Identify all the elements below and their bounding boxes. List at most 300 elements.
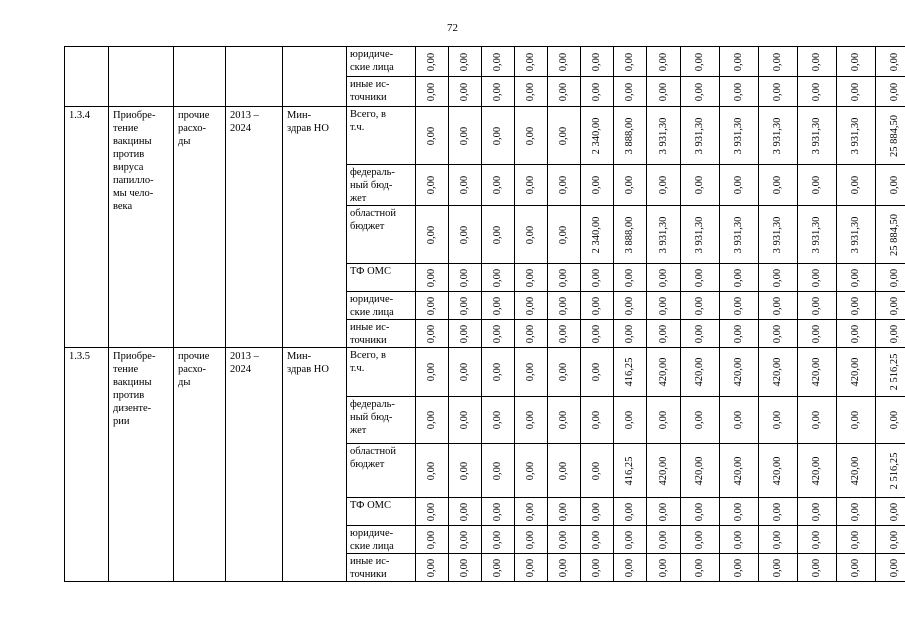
budget-table [64,46,905,582]
value-cell [798,397,837,444]
value-cell [548,348,581,397]
value-text: 0,00 [694,558,705,577]
value-text: 0,00 [492,530,503,549]
value-cell [720,107,759,165]
value-cell [548,47,581,77]
value-cell [614,320,647,348]
value-text: 0,00 [850,268,861,287]
value-cell [416,264,449,292]
value-text: 0,00 [694,530,705,549]
funding-source-cell: иные ис- точники [347,320,416,348]
value-cell [614,165,647,206]
value-text: 3 888,00 [624,216,635,253]
value-cell [876,77,905,107]
value-text: 2 516,25 [889,452,900,489]
value-cell [548,107,581,165]
value-cell [876,292,905,320]
value-cell [449,77,482,107]
value-cell [614,77,647,107]
value-text: 0,00 [558,410,569,430]
value-cell [581,107,614,165]
value-text: 0,00 [426,410,437,430]
value-text: 0,00 [558,225,569,244]
value-cell [837,292,876,320]
value-cell [515,47,548,77]
executor-cell: Мин- здрав НО [283,107,347,348]
value-text: 0,00 [624,52,635,71]
value-text: 0,00 [426,175,437,195]
value-cell [614,206,647,264]
value-text: 0,00 [733,410,744,430]
value-text: 3 931,30 [657,216,669,253]
value-text: 0,00 [889,530,900,549]
value-cell [876,397,905,444]
value-text: 0,00 [889,296,900,315]
value-cell [759,444,798,498]
value-text: 25 884,50 [889,114,900,157]
value-text: 0,00 [558,324,569,343]
value-text: 0,00 [459,558,470,577]
value-text: 0,00 [426,558,437,577]
value-cell [798,526,837,554]
value-text: 3 931,30 [772,216,783,253]
value-cell [798,498,837,526]
value-cell [581,206,614,264]
value-cell [759,526,798,554]
value-text: 0,00 [772,530,783,549]
value-cell [876,47,905,77]
value-text: 0,00 [525,324,536,343]
value-cell [515,77,548,107]
value-cell [720,165,759,206]
value-text: 0,00 [811,52,822,71]
value-cell [681,107,720,165]
value-text: 0,00 [889,175,900,195]
value-cell [581,348,614,397]
value-text: 416,25 [624,456,635,485]
value-text: 420,00 [694,456,705,485]
value-text: 0,00 [426,502,437,521]
value-text: 0,00 [657,268,669,287]
value-cell [449,554,482,582]
value-text: 0,00 [426,82,437,101]
value-text: 0,00 [624,410,635,430]
value-cell [482,264,515,292]
value-text: 0,00 [426,225,437,244]
value-text: 0,00 [525,362,536,382]
value-cell [548,165,581,206]
value-text: 0,00 [733,175,744,195]
value-cell [798,320,837,348]
value-text: 0,00 [525,410,536,430]
value-text: 0,00 [492,502,503,521]
value-text: 0,00 [459,296,470,315]
value-cell [449,206,482,264]
value-text: 0,00 [525,296,536,315]
value-cell [548,444,581,498]
value-text: 420,00 [733,357,744,387]
value-cell [581,397,614,444]
value-text: 0,00 [733,558,744,577]
value-cell [581,264,614,292]
value-cell [647,348,681,397]
value-cell [548,526,581,554]
value-text: 0,00 [772,324,783,343]
item-code-cell: 1.3.5 [65,348,109,582]
value-text: 0,00 [694,296,705,315]
value-cell [720,320,759,348]
value-text: 0,00 [850,52,861,71]
value-cell [720,348,759,397]
value-cell [647,206,681,264]
value-cell [720,264,759,292]
value-cell [876,206,905,264]
value-cell [876,320,905,348]
value-text: 0,00 [492,296,503,315]
value-text: 0,00 [772,558,783,577]
value-text: 0,00 [811,296,822,315]
value-text: 0,00 [459,268,470,287]
value-text: 0,00 [525,82,536,101]
value-text: 0,00 [591,175,602,195]
item-code-cell: 1.3.4 [65,107,109,348]
value-cell [681,498,720,526]
value-text: 3 931,30 [772,117,783,154]
value-text: 416,25 [624,357,635,387]
value-cell [416,498,449,526]
value-cell [515,498,548,526]
value-cell [681,444,720,498]
value-text: 0,00 [811,530,822,549]
period-cell: 2013 – 2024 [226,348,283,582]
value-text: 0,00 [426,126,437,145]
funding-source-cell: ТФ ОМС [347,264,416,292]
value-text: 0,00 [525,225,536,244]
value-cell [548,554,581,582]
table-row [65,107,905,165]
value-text: 0,00 [525,175,536,195]
funding-source-cell: областной бюджет [347,206,416,264]
value-text: 0,00 [850,324,861,343]
value-cell [837,264,876,292]
value-cell [759,320,798,348]
value-text: 0,00 [492,126,503,145]
value-text: 0,00 [811,82,822,101]
value-text: 0,00 [889,82,900,101]
value-cell [449,47,482,77]
value-cell [614,107,647,165]
value-cell [798,292,837,320]
value-text: 0,00 [591,362,602,382]
item-name-cell: Приобре- тение вакцины против дизенте- рии [109,348,174,582]
value-text: 0,00 [694,410,705,430]
value-text: 0,00 [772,268,783,287]
value-cell [647,554,681,582]
value-cell [581,526,614,554]
value-cell [681,47,720,77]
value-cell [681,397,720,444]
value-text: 0,00 [558,52,569,71]
value-cell [416,320,449,348]
value-cell [416,77,449,107]
value-text: 0,00 [459,530,470,549]
value-text: 0,00 [850,558,861,577]
item-name-cell: Приобре- тение вакцины против вируса папилло- мы чело- века [109,107,174,348]
value-text: 420,00 [733,456,744,485]
value-cell [548,292,581,320]
value-cell [614,292,647,320]
value-text: 0,00 [772,175,783,195]
value-text: 3 931,30 [694,117,705,154]
value-text: 0,00 [591,410,602,430]
value-text: 0,00 [811,410,822,430]
value-cell [449,498,482,526]
value-cell [449,526,482,554]
executor-cell: Мин- здрав НО [283,348,347,582]
value-text: 420,00 [694,357,705,387]
value-text: 0,00 [558,268,569,287]
value-cell [614,47,647,77]
value-cell [416,554,449,582]
value-text: 0,00 [624,324,635,343]
value-text: 0,00 [459,225,470,244]
period-cell [226,47,283,107]
value-cell [515,165,548,206]
value-text: 0,00 [657,530,669,549]
value-text: 0,00 [889,502,900,521]
value-cell [647,444,681,498]
value-text: 0,00 [624,175,635,195]
value-cell [515,292,548,320]
value-cell [681,320,720,348]
value-cell [449,292,482,320]
value-cell [416,526,449,554]
value-cell [720,554,759,582]
value-cell [416,165,449,206]
value-cell [681,348,720,397]
value-cell [482,444,515,498]
value-cell [837,320,876,348]
value-text: 0,00 [591,502,602,521]
value-text: 0,00 [733,502,744,521]
value-text: 0,00 [694,268,705,287]
value-text: 0,00 [492,558,503,577]
value-text: 0,00 [811,502,822,521]
value-cell [759,165,798,206]
value-cell [647,320,681,348]
value-cell [614,348,647,397]
item-code-cell [65,47,109,107]
value-text: 0,00 [558,530,569,549]
value-text: 3 931,30 [657,117,669,154]
value-text: 0,00 [459,502,470,521]
value-cell [876,165,905,206]
value-cell [482,498,515,526]
value-cell [798,107,837,165]
value-text: 0,00 [811,268,822,287]
value-text: 0,00 [426,52,437,71]
value-text: 0,00 [850,175,861,195]
value-cell [759,397,798,444]
value-cell [416,206,449,264]
value-text: 0,00 [525,52,536,71]
value-text: 0,00 [811,324,822,343]
value-cell [876,107,905,165]
value-cell [681,554,720,582]
value-cell [647,264,681,292]
value-cell [720,498,759,526]
value-text: 0,00 [624,558,635,577]
value-text: 3 931,30 [733,216,744,253]
value-text: 0,00 [657,410,669,430]
value-cell [614,526,647,554]
value-text: 0,00 [459,410,470,430]
value-text: 0,00 [426,324,437,343]
value-cell [515,206,548,264]
value-text: 0,00 [591,268,602,287]
value-text: 0,00 [525,461,536,480]
value-cell [614,498,647,526]
value-text: 0,00 [733,268,744,287]
value-text: 0,00 [558,502,569,521]
value-cell [681,206,720,264]
value-text: 0,00 [850,296,861,315]
value-cell [759,348,798,397]
funding-source-cell: федераль- ный бюд- жет [347,397,416,444]
value-text: 0,00 [657,52,669,71]
value-text: 0,00 [591,296,602,315]
value-cell [449,264,482,292]
value-cell [720,397,759,444]
value-cell [581,498,614,526]
value-cell [681,165,720,206]
funding-source-cell: федераль- ный бюд- жет [347,165,416,206]
value-text: 3 931,30 [811,216,822,253]
value-text: 420,00 [850,357,861,387]
value-text: 0,00 [591,530,602,549]
value-text: 420,00 [850,456,861,485]
value-text: 0,00 [889,558,900,577]
value-text: 0,00 [850,530,861,549]
value-text: 0,00 [558,362,569,382]
value-cell [548,264,581,292]
value-cell [759,77,798,107]
value-cell [482,47,515,77]
value-cell [515,554,548,582]
value-cell [876,554,905,582]
value-cell [647,498,681,526]
value-text: 0,00 [492,82,503,101]
value-text: 0,00 [591,82,602,101]
value-text: 0,00 [459,175,470,195]
value-text: 3 931,30 [733,117,744,154]
value-text: 0,00 [889,410,900,430]
value-cell [720,47,759,77]
value-text: 0,00 [694,52,705,71]
value-text: 0,00 [492,52,503,71]
value-cell [515,320,548,348]
value-text: 420,00 [811,357,822,387]
value-cell [647,165,681,206]
value-cell [548,320,581,348]
value-text: 0,00 [624,82,635,101]
value-cell [720,526,759,554]
value-cell [837,77,876,107]
value-cell [837,47,876,77]
value-text: 0,00 [492,461,503,480]
funding-source-cell: иные ис- точники [347,554,416,582]
value-cell [482,107,515,165]
expense-type-cell: прочие расхо- ды [174,348,226,582]
value-cell [798,348,837,397]
value-text: 0,00 [525,558,536,577]
value-cell [581,444,614,498]
value-cell [837,206,876,264]
value-text: 0,00 [426,461,437,480]
value-text: 0,00 [558,175,569,195]
value-cell [581,554,614,582]
value-text: 0,00 [426,296,437,315]
value-cell [515,397,548,444]
value-text: 0,00 [657,558,669,577]
value-cell [449,165,482,206]
page-number: 72 [447,22,458,34]
value-cell [759,498,798,526]
value-cell [798,554,837,582]
value-cell [876,444,905,498]
value-text: 3 931,30 [850,216,861,253]
value-text: 0,00 [694,502,705,521]
value-text: 0,00 [459,461,470,480]
value-text: 0,00 [772,52,783,71]
value-cell [482,397,515,444]
value-cell [614,444,647,498]
value-text: 0,00 [889,324,900,343]
value-cell [581,47,614,77]
value-cell [681,77,720,107]
value-text: 0,00 [850,410,861,430]
value-text: 0,00 [811,558,822,577]
value-text: 0,00 [591,324,602,343]
value-text: 0,00 [889,52,900,71]
value-cell [720,77,759,107]
value-cell [449,397,482,444]
value-cell [759,264,798,292]
value-cell [720,292,759,320]
value-text: 0,00 [624,268,635,287]
value-cell [416,47,449,77]
value-cell [482,206,515,264]
value-cell [647,397,681,444]
value-text: 0,00 [733,82,744,101]
value-cell [482,292,515,320]
value-cell [581,165,614,206]
value-cell [482,77,515,107]
funding-source-cell: ТФ ОМС [347,498,416,526]
value-cell [614,554,647,582]
value-cell [416,444,449,498]
value-text: 0,00 [558,126,569,145]
value-text: 0,00 [591,461,602,480]
table-row [65,348,905,397]
value-cell [759,206,798,264]
period-cell: 2013 – 2024 [226,107,283,348]
executor-cell [283,47,347,107]
funding-source-cell: иные ис- точники [347,77,416,107]
value-text: 420,00 [811,456,822,485]
value-cell [798,47,837,77]
value-cell [681,526,720,554]
